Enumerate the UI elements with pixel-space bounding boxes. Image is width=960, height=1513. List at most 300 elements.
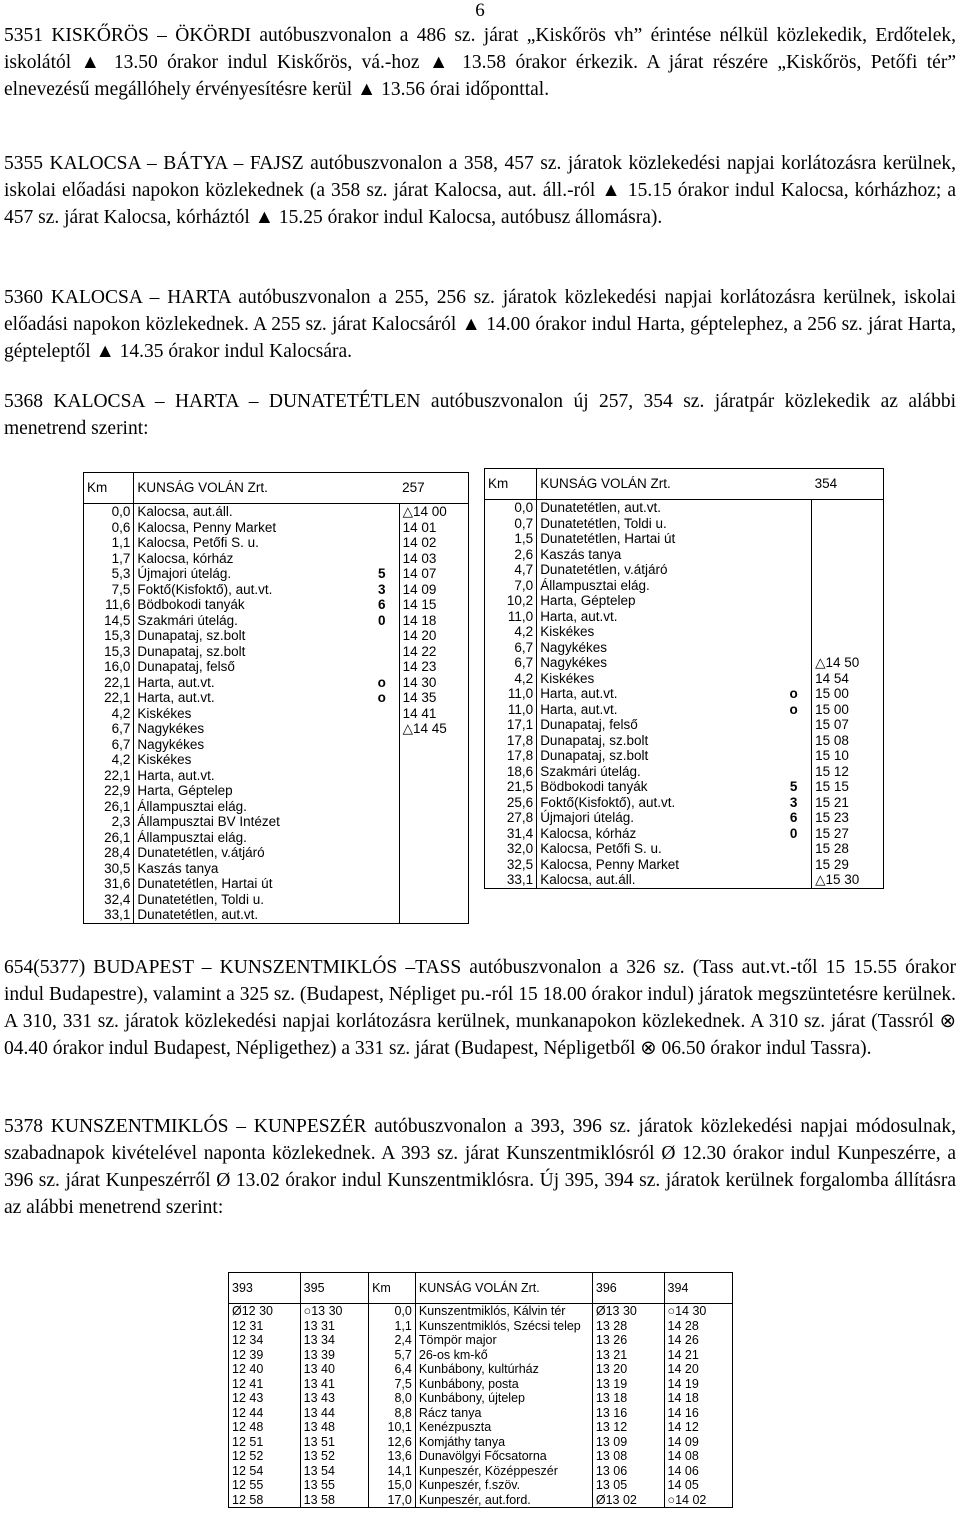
time-396: 13 18	[592, 1391, 664, 1406]
time-cell	[399, 876, 468, 892]
note-cell: 6	[365, 597, 399, 613]
note-cell	[776, 671, 811, 687]
km-cell: 1,7	[84, 551, 134, 567]
time-395: 13 58	[300, 1493, 368, 1508]
table-row	[84, 892, 469, 908]
km-cell: 10,1	[369, 1420, 416, 1435]
table-row	[485, 733, 884, 749]
time-cell: 15 00	[815, 701, 849, 717]
table-row	[84, 659, 469, 675]
col-394: 394	[664, 1273, 732, 1304]
note-cell	[365, 814, 399, 830]
time-393: 12 54	[229, 1464, 301, 1479]
time-cell: 14 09	[402, 581, 437, 597]
km-cell: 2,4	[369, 1333, 416, 1348]
time-395: 13 43	[300, 1391, 368, 1406]
table-row	[84, 644, 469, 660]
table-row	[229, 1304, 733, 1319]
paragraph-5360: 5360 KALOCSA – HARTA autóbuszvonalon a 255, 256 sz. járatok közlekedési napjai korlátozásra kerülnek, iskolai előadási napokon közlekednek. A 255 sz. járat Kalocsáról ▲ 14.00 órakor indul Harta, géptelephez, a 256 sz. járat Harta, gépteleptől ▲ 14.35 órakor indul Kalocsára.	[4, 287, 956, 362]
note-cell	[365, 551, 399, 567]
time-cell	[399, 737, 468, 753]
km-cell: 6,7	[84, 737, 134, 753]
stop-name: Dunavölgyi Főcsatorna	[415, 1449, 592, 1464]
stop-name: Állampusztai elág.	[137, 829, 247, 845]
km-cell: 7,5	[369, 1377, 416, 1392]
time-395: 13 51	[300, 1435, 368, 1450]
time-393: 12 41	[229, 1377, 301, 1392]
table-row	[485, 516, 884, 532]
note-cell	[776, 593, 811, 609]
table-row	[485, 826, 884, 842]
km-cell: 13,6	[369, 1449, 416, 1464]
note-cell: 5	[776, 779, 811, 795]
time-396: 13 28	[592, 1319, 664, 1334]
km-cell: 22,9	[84, 783, 134, 799]
note-cell: o	[365, 690, 399, 706]
table-row	[84, 551, 469, 567]
time-395: 13 55	[300, 1478, 368, 1493]
km-cell: 11,6	[84, 597, 134, 613]
time-394: ○14 30	[667, 1304, 707, 1318]
table-row	[84, 520, 469, 536]
train-number: 354	[812, 469, 884, 500]
stop-name: Nagykékes	[137, 721, 205, 736]
note-cell	[365, 845, 399, 861]
time-cell: 14 02	[402, 535, 437, 550]
km-cell: 5,3	[84, 566, 134, 582]
col-393: 393	[229, 1273, 301, 1304]
note-cell	[365, 535, 399, 551]
time-cell: △14 50	[815, 655, 860, 670]
table-row	[84, 613, 469, 629]
time-396: 13 09	[592, 1435, 664, 1450]
time-396: 13 16	[592, 1406, 664, 1421]
time-395: 13 40	[300, 1362, 368, 1377]
time-394: 14 28	[667, 1318, 699, 1333]
time-cell: 14 07	[402, 566, 437, 581]
stop-name: Kalocsa, aut.áll.	[137, 504, 233, 519]
note-cell	[776, 609, 811, 625]
time-395: 13 48	[300, 1420, 368, 1435]
time-394: 14 06	[667, 1463, 699, 1478]
table-row	[485, 578, 884, 594]
km-cell: 14,5	[84, 613, 134, 629]
table-row	[485, 779, 884, 795]
km-cell: 10,2	[485, 593, 537, 609]
table-row	[84, 675, 469, 691]
time-393: 12 44	[229, 1406, 301, 1421]
note-cell	[776, 857, 811, 873]
table-row	[485, 640, 884, 656]
stop-name: 26-os km-kő	[415, 1348, 592, 1363]
stop-name: Dunapataj, felső	[540, 717, 638, 732]
note-cell	[365, 892, 399, 908]
time-395: 13 39	[300, 1348, 368, 1363]
paragraph-5378: 5378 KUNSZENTMIKLÓS – KUNPESZÉR autóbuszvonalon a 393, 396 sz. járatok közlekedési napjai módosulnak, szabadnapok kivételével naponta közlekednek. A 393 sz. járat Kunszentmiklósról Ø 12.30 órakor indul Kunpeszérre, a 396 sz. járat Kunpeszérről Ø 13.02 órakor indul Kunszentmiklósra. Új 395, 394 sz. járatok kerülnek forgalomba állításra az alábbi menetrend szerint:	[4, 1116, 956, 1218]
stop-name: Kunpeszér, Középpeszér	[415, 1464, 592, 1479]
time-cell	[399, 892, 468, 908]
time-cell: 15 15	[815, 779, 849, 794]
stop-name: Állampusztai BV Intézet	[137, 814, 280, 829]
time-393: 12 34	[229, 1333, 301, 1348]
note-cell: 6	[776, 810, 811, 826]
km-cell: 26,1	[84, 799, 134, 815]
time-394: 14 18	[667, 1391, 699, 1405]
table-row	[485, 795, 884, 811]
km-cell: 0,0	[485, 500, 537, 516]
table-row	[229, 1464, 733, 1479]
table-row	[485, 562, 884, 578]
table-row	[84, 830, 469, 846]
km-cell: 27,8	[485, 810, 537, 826]
stop-name: Harta, aut.vt.	[137, 690, 215, 705]
note-cell	[365, 799, 399, 815]
km-cell: 32,5	[485, 857, 537, 873]
time-cell	[399, 861, 468, 877]
stop-name: Dunatetétlen, Hartai út	[540, 531, 676, 546]
time-cell	[399, 783, 468, 799]
stop-name: Tömpör major	[415, 1333, 592, 1348]
time-396: 13 06	[592, 1464, 664, 1479]
note-cell: o	[776, 702, 811, 718]
time-396: 13 12	[592, 1420, 664, 1435]
company-header: KUNSÁG VOLÁN Zrt.	[537, 469, 812, 500]
stop-name: Rácz tanya	[415, 1406, 592, 1421]
time-396: Ø13 02	[592, 1493, 664, 1508]
time-cell: 15 07	[815, 717, 849, 732]
table-row	[84, 752, 469, 768]
time-394: 14 12	[667, 1420, 699, 1434]
time-395: 13 31	[300, 1319, 368, 1334]
stop-name: Dunatetétlen, Toldi u.	[137, 891, 264, 907]
time-395: 13 54	[300, 1464, 368, 1479]
stop-name: Újmajori útelág.	[540, 810, 634, 825]
km-cell: 12,6	[369, 1435, 416, 1450]
table-row	[485, 547, 884, 563]
time-cell	[812, 562, 884, 578]
note-cell	[776, 640, 811, 656]
note-cell	[365, 737, 399, 753]
km-cell: 17,8	[485, 733, 537, 749]
time-cell: 14 15	[402, 597, 437, 612]
km-cell: 1,5	[485, 531, 537, 547]
time-cell: 15 23	[815, 810, 849, 825]
stop-name: Harta, aut.vt.	[137, 674, 215, 690]
km-cell: 15,0	[369, 1478, 416, 1493]
km-cell: 25,6	[485, 795, 537, 811]
table-row	[84, 783, 469, 799]
time-cell	[399, 830, 468, 846]
time-cell	[812, 547, 884, 563]
stop-name: Bödbokodi tanyák	[137, 597, 245, 612]
km-cell: 4,2	[84, 752, 134, 768]
time-cell	[812, 578, 884, 594]
time-394: 14 05	[667, 1478, 699, 1492]
note-cell: o	[365, 675, 399, 691]
note-cell	[365, 768, 399, 784]
note-cell	[776, 841, 811, 857]
time-cell: 14 41	[402, 705, 437, 721]
note-cell	[776, 562, 811, 578]
note-cell	[365, 783, 399, 799]
table-row	[84, 690, 469, 706]
time-394: 14 16	[667, 1405, 699, 1420]
note-cell	[365, 752, 399, 768]
time-393: 12 55	[229, 1478, 301, 1493]
note-cell	[365, 644, 399, 660]
table-row	[485, 748, 884, 764]
km-cell: 22,1	[84, 675, 134, 691]
time-394: 14 21	[667, 1347, 699, 1362]
table-row	[84, 737, 469, 753]
note-cell	[776, 516, 811, 532]
time-cell: 15 10	[815, 748, 849, 763]
stop-name: Állampusztai elág.	[137, 798, 247, 814]
table-row	[84, 814, 469, 830]
stop-name: Szakmári útelág.	[137, 612, 238, 628]
km-cell: 15,3	[84, 628, 134, 644]
table-row	[485, 810, 884, 826]
time-cell: 14 23	[402, 659, 437, 674]
table-row	[84, 876, 469, 892]
km-cell: 0,7	[485, 516, 537, 532]
km-cell: 11,0	[485, 686, 537, 702]
stop-name: Kenézpuszta	[415, 1420, 592, 1435]
paragraph-654: 654(5377) BUDAPEST – KUNSZENTMIKLÓS –TASS autóbuszvonalon a 326 sz. (Tass aut.vt.-től 15 15.55 órakor indul Budapestre), valamint a 325 sz. (Budapest, Népliget pu.-ról 15 18.00 órakor indul) járatok megszüntetésre kerülnek. A 310, 331 sz. járatok közlekedési napjai korlátozásra kerülnek, munkanapokon közlekednek. A 310 sz. járat (Tassról ⊗ 04.40 órakor indul Budapest, Népligethez) a 331 sz. járat (Budapest, Népligetből ⊗ 06.50 órakor indul Tassra).	[4, 957, 956, 1059]
time-393: 12 43	[229, 1391, 301, 1406]
time-cell: 14 20	[402, 628, 437, 643]
km-cell: 11,0	[485, 609, 537, 625]
table-row	[84, 845, 469, 861]
time-394: 14 09	[667, 1434, 699, 1449]
note-cell	[776, 655, 811, 671]
table-row	[229, 1319, 733, 1334]
table-row	[84, 721, 469, 737]
table-row	[229, 1333, 733, 1348]
table-row	[485, 857, 884, 873]
km-cell: 11,0	[485, 702, 537, 718]
time-393: 12 52	[229, 1449, 301, 1464]
km-cell: 0,6	[84, 520, 134, 536]
stop-name: Kunszentmiklós, Szécsi telep	[415, 1319, 592, 1334]
table-row	[84, 706, 469, 722]
stop-name: Kunszentmiklós, Kálvin tér	[415, 1304, 592, 1319]
table-row	[485, 593, 884, 609]
stop-name: Nagykékes	[540, 655, 607, 670]
table-row	[229, 1493, 733, 1508]
stop-name: Dunatetétlen, v.átjáró	[137, 845, 265, 860]
km-cell: 8,0	[369, 1391, 416, 1406]
km-cell: 4,2	[485, 624, 537, 640]
km-cell: 1,1	[84, 535, 134, 551]
km-cell: 6,7	[485, 655, 537, 671]
paragraph-5355: 5355 KALOCSA – BÁTYA – FAJSZ autóbuszvonalon a 358, 457 sz. járatok közlekedési napjai korlátozásra kerülnek, iskolai előadási napokon közlekednek (a 358 sz. járat Kalocsa, aut. áll.-ról ▲ 15.15 órakor indul Kalocsa, kórházhoz; a 457 sz. járat Kalocsa, kórháztól ▲ 15.25 órakor indul Kalocsa, autóbusz állomásra).	[4, 153, 956, 228]
stop-name: Kiskékes	[137, 752, 192, 767]
stop-name: Dunapataj, sz.bolt	[540, 732, 649, 748]
table-row	[485, 671, 884, 687]
km-cell: 26,1	[84, 830, 134, 846]
table-row	[84, 861, 469, 877]
stop-name: Foktő(Kisfoktő), aut.vt.	[137, 581, 273, 597]
stop-name: Kalocsa, Penny Market	[137, 519, 277, 535]
note-cell: 0	[365, 613, 399, 629]
timetable-257	[83, 472, 469, 924]
note-cell	[776, 733, 811, 749]
table-row	[84, 628, 469, 644]
note-cell	[776, 624, 811, 640]
km-cell: 17,8	[485, 748, 537, 764]
note-cell: 0	[776, 826, 811, 842]
km-cell: 2,6	[485, 547, 537, 563]
stop-name: Kalocsa, Petőfi S. u.	[540, 841, 662, 856]
time-cell: 14 18	[402, 612, 437, 628]
km-header: Km	[84, 473, 134, 504]
stop-name: Harta, aut.vt.	[540, 701, 618, 717]
time-393: 12 40	[229, 1362, 301, 1377]
stop-name: Harta, aut.vt.	[137, 767, 215, 783]
km-cell: 22,1	[84, 690, 134, 706]
company-header: KUNSÁG VOLÁN Zrt.	[415, 1273, 592, 1304]
time-394: ○14 02	[667, 1492, 707, 1507]
stop-name: Dunatetétlen, v.átjáró	[540, 562, 668, 577]
note-cell	[776, 764, 811, 780]
table-row	[229, 1420, 733, 1435]
stop-name: Dunatetétlen, aut.vt.	[137, 907, 259, 922]
stop-name: Dunapataj, sz.bolt	[137, 628, 246, 643]
time-395: 13 52	[300, 1449, 368, 1464]
note-cell	[365, 721, 399, 737]
paragraph-5368: 5368 KALOCSA – HARTA – DUNATETÉTLEN autóbuszvonalon új 257, 354 sz. járatpár közlekedik az alábbi menetrend szerint:	[4, 391, 956, 439]
table-row	[229, 1449, 733, 1464]
time-395: 13 34	[300, 1333, 368, 1348]
note-cell: o	[776, 686, 811, 702]
km-cell: 0,0	[84, 504, 134, 520]
table-row	[229, 1406, 733, 1421]
note-cell	[365, 907, 399, 923]
time-396: Ø13 30	[592, 1304, 664, 1319]
km-cell: 31,4	[485, 826, 537, 842]
table-row	[485, 686, 884, 702]
time-cell	[399, 799, 468, 815]
note-cell	[365, 659, 399, 675]
km-cell: 5,7	[369, 1348, 416, 1363]
time-393: 12 51	[229, 1435, 301, 1450]
stop-name: Kiskékes	[540, 670, 595, 686]
table-row	[485, 717, 884, 733]
km-cell: 6,4	[369, 1362, 416, 1377]
time-cell: △14 00	[402, 504, 447, 519]
km-cell: 18,6	[485, 764, 537, 780]
table-row	[229, 1478, 733, 1493]
stop-name: Dunatetétlen, aut.vt.	[540, 500, 662, 515]
table-row	[485, 702, 884, 718]
time-cell	[399, 752, 468, 768]
time-cell: 15 28	[815, 841, 849, 856]
col-395: 395	[300, 1273, 368, 1304]
table-row	[84, 535, 469, 551]
stop-name: Kunbábony, kultúrház	[415, 1362, 592, 1377]
km-cell: 17,1	[485, 717, 537, 733]
km-cell: 32,0	[485, 841, 537, 857]
stop-name: Kunpeszér, aut.ford.	[415, 1493, 592, 1508]
km-cell: 16,0	[84, 659, 134, 675]
note-cell	[776, 547, 811, 563]
note-cell	[365, 504, 399, 520]
note-cell: 5	[365, 566, 399, 582]
time-cell: 15 27	[815, 825, 849, 841]
table-row	[485, 609, 884, 625]
time-cell	[812, 531, 884, 547]
time-395: 13 44	[300, 1406, 368, 1421]
stop-name: Dunatetétlen, Toldi u.	[540, 515, 667, 531]
km-cell: 31,6	[84, 876, 134, 892]
time-cell: △15 30	[815, 872, 860, 887]
time-395: 13 41	[300, 1377, 368, 1392]
table-row	[84, 768, 469, 784]
km-cell: 21,5	[485, 779, 537, 795]
note-cell	[776, 531, 811, 547]
time-396: 13 19	[592, 1377, 664, 1392]
note-cell	[776, 748, 811, 764]
km-cell: 4,2	[485, 671, 537, 687]
time-cell	[399, 814, 468, 830]
table-row	[485, 841, 884, 857]
km-cell: 2,3	[84, 814, 134, 830]
stop-name: Harta, aut.vt.	[540, 608, 618, 624]
km-cell: 14,1	[369, 1464, 416, 1479]
time-394: 14 19	[667, 1376, 699, 1391]
timetable-354	[484, 468, 884, 889]
note-cell	[365, 830, 399, 846]
km-cell: 4,7	[485, 562, 537, 578]
note-cell	[365, 706, 399, 722]
table-row	[84, 597, 469, 613]
time-cell	[812, 624, 884, 640]
stop-name: Kaszás tanya	[137, 860, 219, 876]
note-cell	[365, 876, 399, 892]
note-cell: 3	[365, 582, 399, 598]
km-cell: 7,0	[485, 578, 537, 594]
km-cell: 8,8	[369, 1406, 416, 1421]
stop-name: Harta, Géptelep	[540, 593, 636, 608]
km-cell: 6,7	[485, 640, 537, 656]
stop-name: Komjáthy tanya	[415, 1435, 592, 1450]
note-cell	[776, 578, 811, 594]
stop-name: Kalocsa, aut.áll.	[540, 872, 636, 887]
time-393: 12 39	[229, 1348, 301, 1363]
time-cell: 14 30	[402, 674, 437, 690]
km-header: Km	[369, 1273, 416, 1304]
time-cell	[399, 845, 468, 861]
note-cell	[776, 872, 811, 888]
time-cell: 15 08	[815, 732, 849, 748]
table-row	[485, 531, 884, 547]
table-row	[485, 655, 884, 671]
km-cell: 15,3	[84, 644, 134, 660]
time-cell: △14 45	[402, 721, 447, 736]
stop-name: Dunapataj, sz.bolt	[540, 748, 649, 763]
table-row	[485, 500, 884, 516]
km-cell: 33,1	[485, 872, 537, 888]
timetable-395	[228, 1272, 733, 1508]
stop-name: Kalocsa, kórház	[540, 825, 637, 841]
stop-name: Szakmári útelág.	[540, 763, 641, 779]
stop-name: Kalocsa, Petőfi S. u.	[137, 535, 259, 550]
time-cell	[399, 907, 468, 923]
km-cell: 7,5	[84, 582, 134, 598]
stop-name: Kiskékes	[540, 624, 595, 639]
time-cell	[812, 500, 884, 516]
